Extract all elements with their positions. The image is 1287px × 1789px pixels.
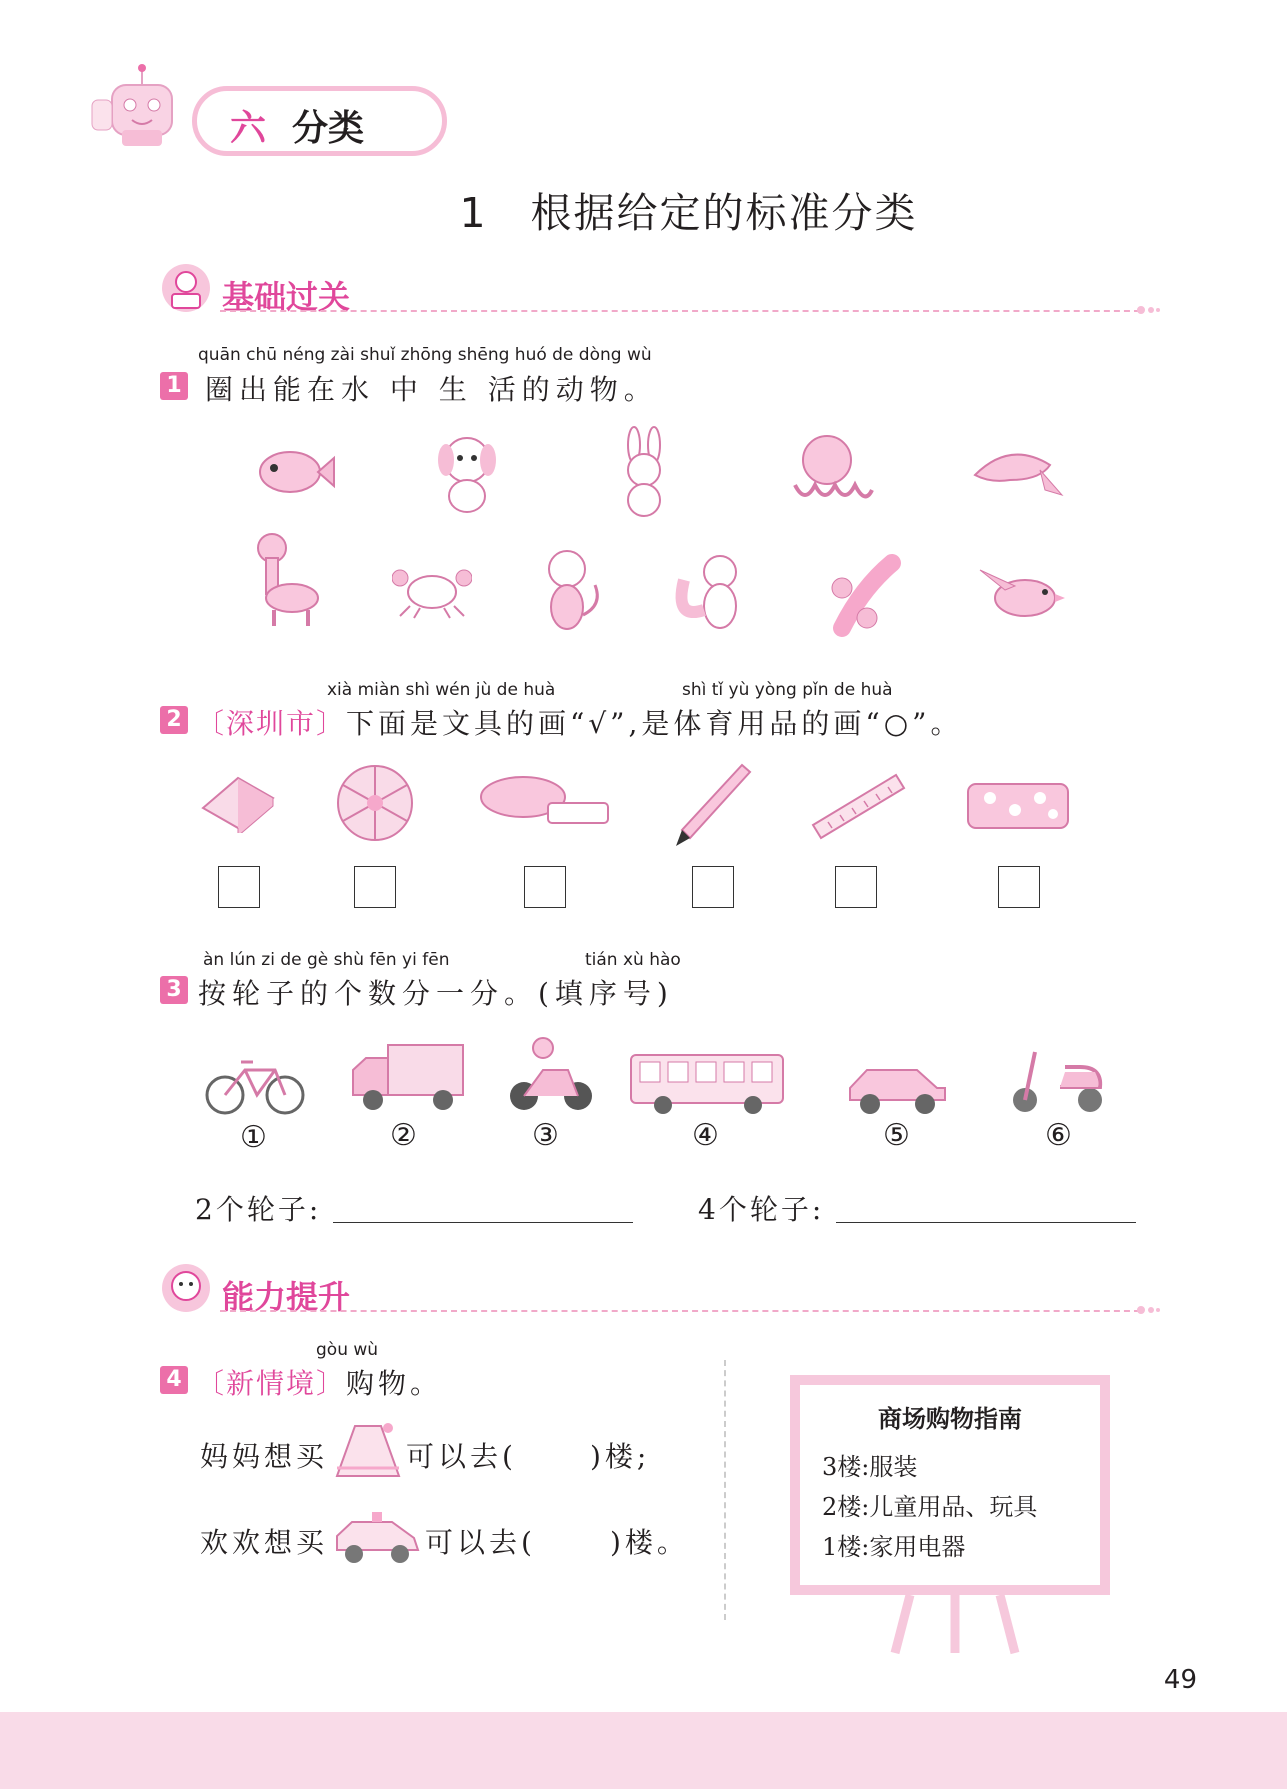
guide-item: 2楼:儿童用品、玩具 [822, 1493, 1038, 1521]
student-thinking-icon [160, 1262, 212, 1314]
page-number: 49 [1163, 1665, 1197, 1695]
q4-text [196, 1362, 442, 1402]
blank-four-wheels[interactable] [836, 1222, 1136, 1223]
pencil-case-icon [965, 778, 1070, 833]
guide-item: 3楼:服装 [822, 1453, 918, 1481]
toy-car-icon [332, 1508, 422, 1568]
q3-text: 按轮子的个数分一分。(填序号) [198, 977, 674, 1010]
dolphin-icon[interactable] [970, 435, 1065, 510]
answer-box-ruler[interactable] [835, 866, 877, 908]
student-reading-icon [160, 262, 212, 314]
q4-line1-end: )楼; [590, 1440, 651, 1473]
crab-icon[interactable] [392, 560, 472, 620]
q2-number: 2 [160, 706, 188, 734]
motorcycle-icon [508, 1030, 593, 1115]
scooter-icon [1010, 1042, 1105, 1114]
section-advanced-header [160, 1262, 1160, 1322]
bird-icon[interactable] [975, 560, 1065, 630]
section-basic-label: 基础过关 [222, 278, 351, 316]
truck-icon [348, 1040, 468, 1115]
guide-title: 商场购物指南 [878, 1405, 1022, 1433]
q2-instruction: 下面是文具的画“√”,是体育用品的画“○”。 [346, 707, 963, 740]
decorative-dots-icon [1136, 304, 1160, 316]
squirrel-icon[interactable] [670, 550, 755, 635]
q3-number: 3 [160, 976, 188, 1004]
q1-pinyin: quān chū néng zài shuǐ zhōng shēng huó de dòng wù [198, 345, 652, 365]
lesson-title: 1 根据给定的标准分类 [459, 189, 918, 237]
q2-pinyin-a: xià miàn shì wén jù de huà [327, 680, 556, 700]
monkey-icon[interactable] [535, 545, 605, 640]
guide-item: 1楼:家用电器 [822, 1533, 966, 1561]
q4-number: 4 [160, 1366, 188, 1394]
q1-number: 1 [160, 372, 188, 400]
fish-icon[interactable] [250, 440, 335, 505]
giraffe-icon[interactable] [250, 528, 325, 628]
eraser-icon [198, 768, 278, 833]
q4-line1-start: 妈妈想买 [200, 1440, 329, 1473]
bicycle-icon [205, 1050, 305, 1115]
q4-instruction: 购物。 [346, 1367, 443, 1400]
vehicle-num-4: ④ [692, 1118, 719, 1153]
q2-pinyin-b: shì tǐ yù yòng pǐn de huà [682, 680, 893, 700]
puppy-icon[interactable] [432, 430, 502, 515]
answer-box-paddle[interactable] [524, 866, 566, 908]
q2-text [196, 702, 962, 742]
decorative-dots-icon [1136, 1304, 1160, 1316]
q3-pinyin-a: àn lún zi de gè shù fēn yi fēn [203, 950, 450, 970]
vehicle-num-3: ③ [532, 1118, 559, 1153]
unit-header [82, 60, 442, 170]
q4-line2-start: 欢欢想买 [200, 1526, 329, 1559]
section-basic-header [160, 262, 1160, 322]
answer-box-ball[interactable] [354, 866, 396, 908]
q2-tag: 〔深圳市〕 [196, 707, 347, 740]
q1-text: 圈出能在水 中 生 活的动物。 [205, 373, 658, 406]
bottom-band [0, 1712, 1287, 1789]
q4-line1-middle: 可以去( [406, 1440, 517, 1473]
vehicle-num-2: ② [390, 1118, 417, 1153]
bus-icon [628, 1052, 788, 1117]
unit-number: 六 [230, 108, 267, 149]
q3-pinyin-b: tián xù hào [585, 950, 681, 970]
q4-pinyin: gòu wù [316, 1340, 379, 1360]
rabbit-icon[interactable] [612, 425, 677, 520]
pen-icon [672, 760, 752, 850]
car-icon [845, 1058, 950, 1118]
vehicle-num-5: ⑤ [883, 1118, 910, 1153]
blank-two-wheels[interactable] [333, 1222, 633, 1223]
answer-box-eraser[interactable] [218, 866, 260, 908]
q4-tag: 〔新情境〕 [196, 1367, 347, 1400]
vehicle-num-1: ① [240, 1120, 267, 1155]
robot-mascot-icon [82, 60, 202, 150]
vehicle-num-6: ⑥ [1045, 1118, 1072, 1153]
board-stand-icon [880, 1595, 1030, 1655]
ball-icon [335, 763, 415, 843]
q4-line2-middle: 可以去( [425, 1526, 536, 1559]
ping-pong-paddle-icon [478, 775, 613, 835]
section-divider [220, 1310, 1140, 1312]
answer-box-pen[interactable] [692, 866, 734, 908]
blank-two-wheels-label: 2个轮子: [195, 1193, 322, 1226]
lobster-icon[interactable] [822, 548, 907, 638]
unit-title: 分类 [292, 108, 365, 149]
skirt-icon [333, 1418, 403, 1483]
shopping-guide-board [790, 1375, 1110, 1595]
answer-box-pencil-case[interactable] [998, 866, 1040, 908]
section-advanced-label: 能力提升 [222, 1278, 351, 1316]
blank-four-wheels-label: 4个轮子: [698, 1193, 825, 1226]
column-divider [724, 1360, 726, 1620]
section-divider [220, 310, 1140, 312]
q4-line2-end: )楼。 [610, 1526, 689, 1559]
octopus-icon[interactable] [780, 430, 875, 510]
ruler-icon [808, 770, 908, 845]
